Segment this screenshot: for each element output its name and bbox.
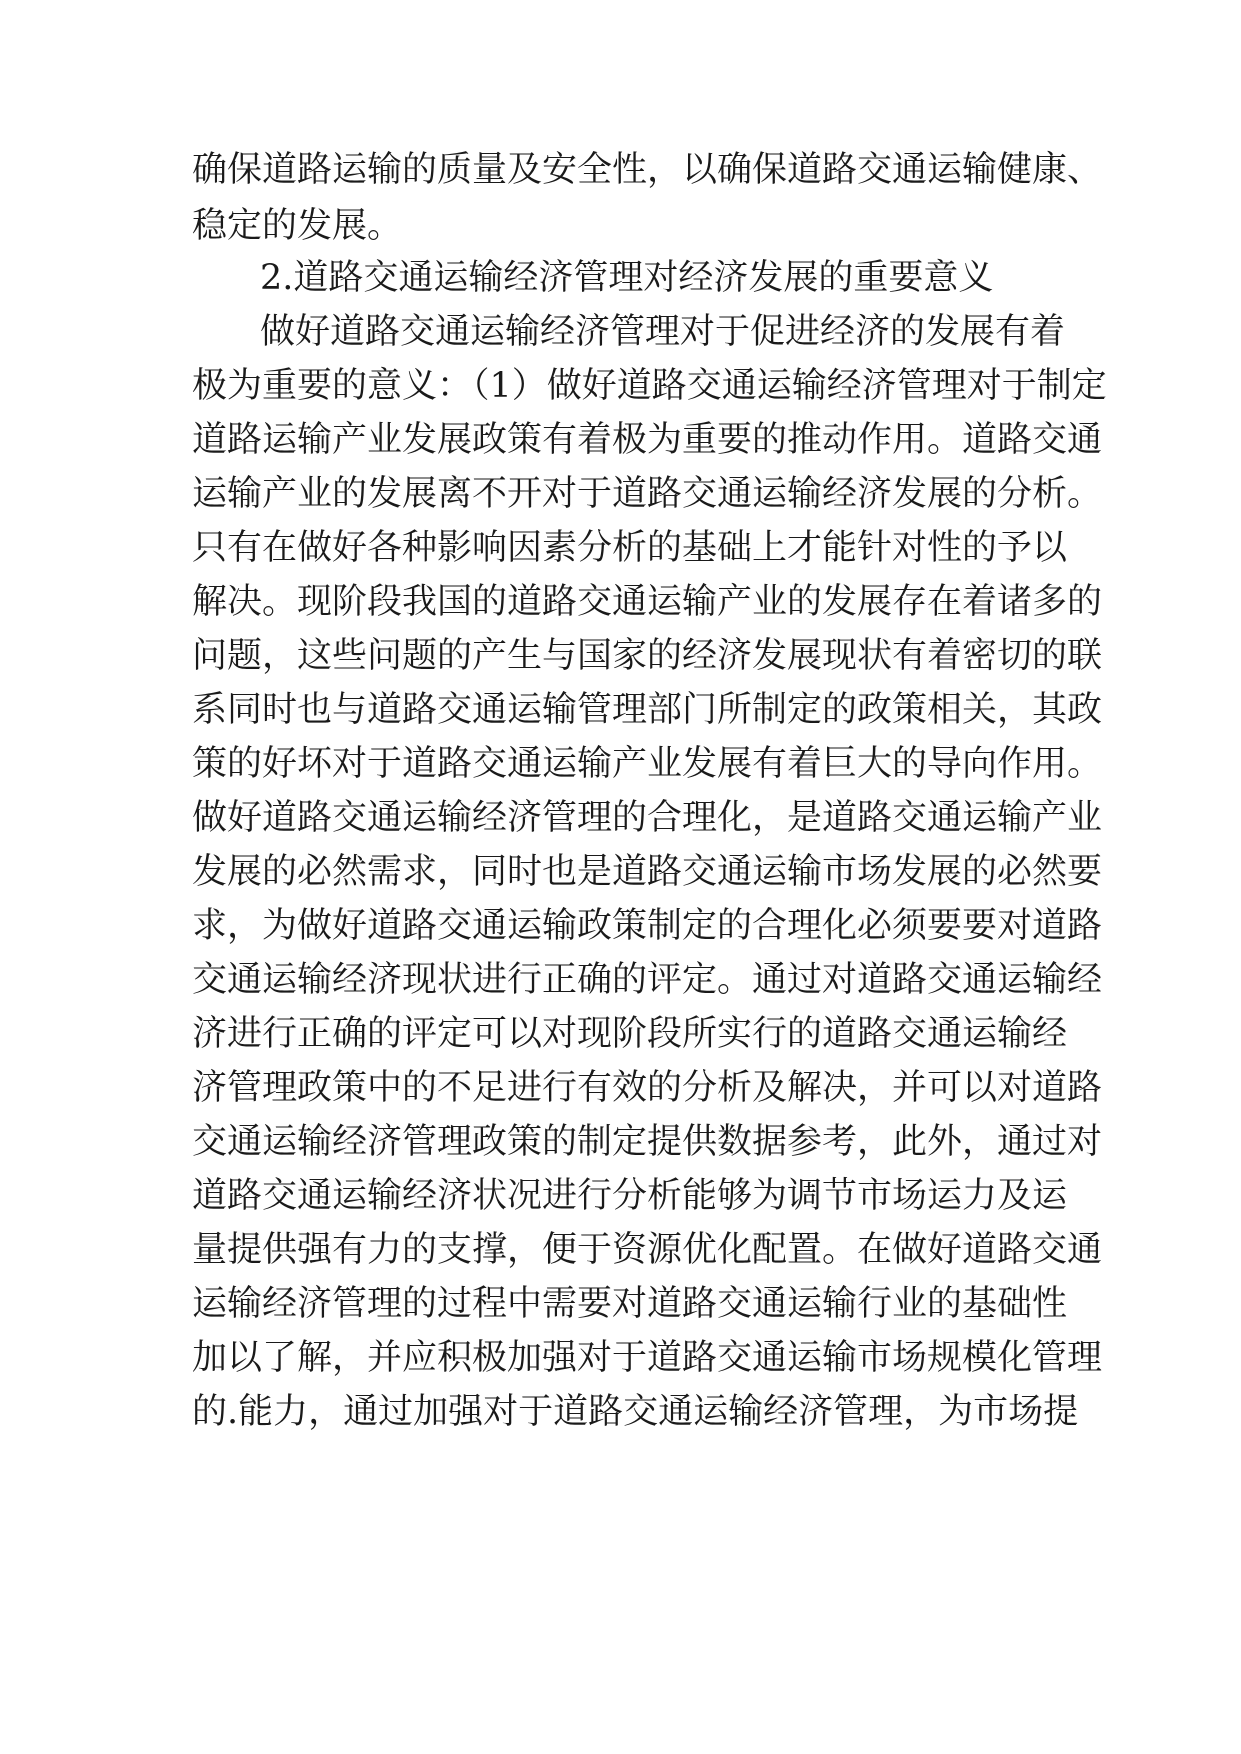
text-line: 济进行正确的评定可以对现阶段所实行的道路交通运输经	[192, 1014, 1068, 1054]
text-line: 极为重要的意义：（1）做好道路交通运输经济管理对于制定	[192, 366, 1107, 406]
text-line: 求，为做好道路交通运输政策制定的合理化必须要要对道路	[192, 906, 1103, 946]
text-line: 济管理政策中的不足进行有效的分析及解决，并可以对道路	[192, 1068, 1103, 1108]
text-line: 道路运输产业发展政策有着极为重要的推动作用。道路交通	[192, 420, 1103, 460]
text-line: 系同时也与道路交通运输管理部门所制定的政策相关，其政	[192, 690, 1103, 730]
text-line: 的.能力，通过加强对于道路交通运输经济管理，为市场提	[192, 1392, 1079, 1432]
text-line: 交通运输经济管理政策的制定提供数据参考，此外，通过对	[192, 1122, 1103, 1162]
text-line: 解决。现阶段我国的道路交通运输产业的发展存在着诸多的	[192, 582, 1103, 622]
section-heading: 2.道路交通运输经济管理对经济发展的重要意义	[260, 258, 994, 298]
text-line: 运输经济管理的过程中需要对道路交通运输行业的基础性	[192, 1284, 1068, 1324]
text-line: 问题，这些问题的产生与国家的经济发展现状有着密切的联	[192, 636, 1103, 676]
text-line: 量提供强有力的支撑，便于资源优化配置。在做好道路交通	[192, 1230, 1103, 1270]
text-line: 道路交通运输经济状况进行分析能够为调节市场运力及运	[192, 1176, 1068, 1216]
text-line: 确保道路运输的质量及安全性，以确保道路交通运输健康、	[192, 150, 1103, 190]
text-line: 运输产业的发展离不开对于道路交通运输经济发展的分析。	[192, 474, 1103, 514]
text-line: 策的好坏对于道路交通运输产业发展有着巨大的导向作用。	[192, 744, 1103, 784]
text-line: 交通运输经济现状进行正确的评定。通过对道路交通运输经	[192, 960, 1103, 1000]
text-line: 稳定的发展。	[192, 206, 403, 246]
text-line: 只有在做好各种影响因素分析的基础上才能针对性的予以	[192, 528, 1068, 568]
text-line: 发展的必然需求，同时也是道路交通运输市场发展的必然要	[192, 852, 1103, 892]
text-line: 做好道路交通运输经济管理对于促进经济的发展有着	[260, 312, 1066, 352]
text-line: 加以了解，并应积极加强对于道路交通运输市场规模化管理	[192, 1338, 1103, 1378]
text-line: 做好道路交通运输经济管理的合理化，是道路交通运输产业	[192, 798, 1103, 838]
